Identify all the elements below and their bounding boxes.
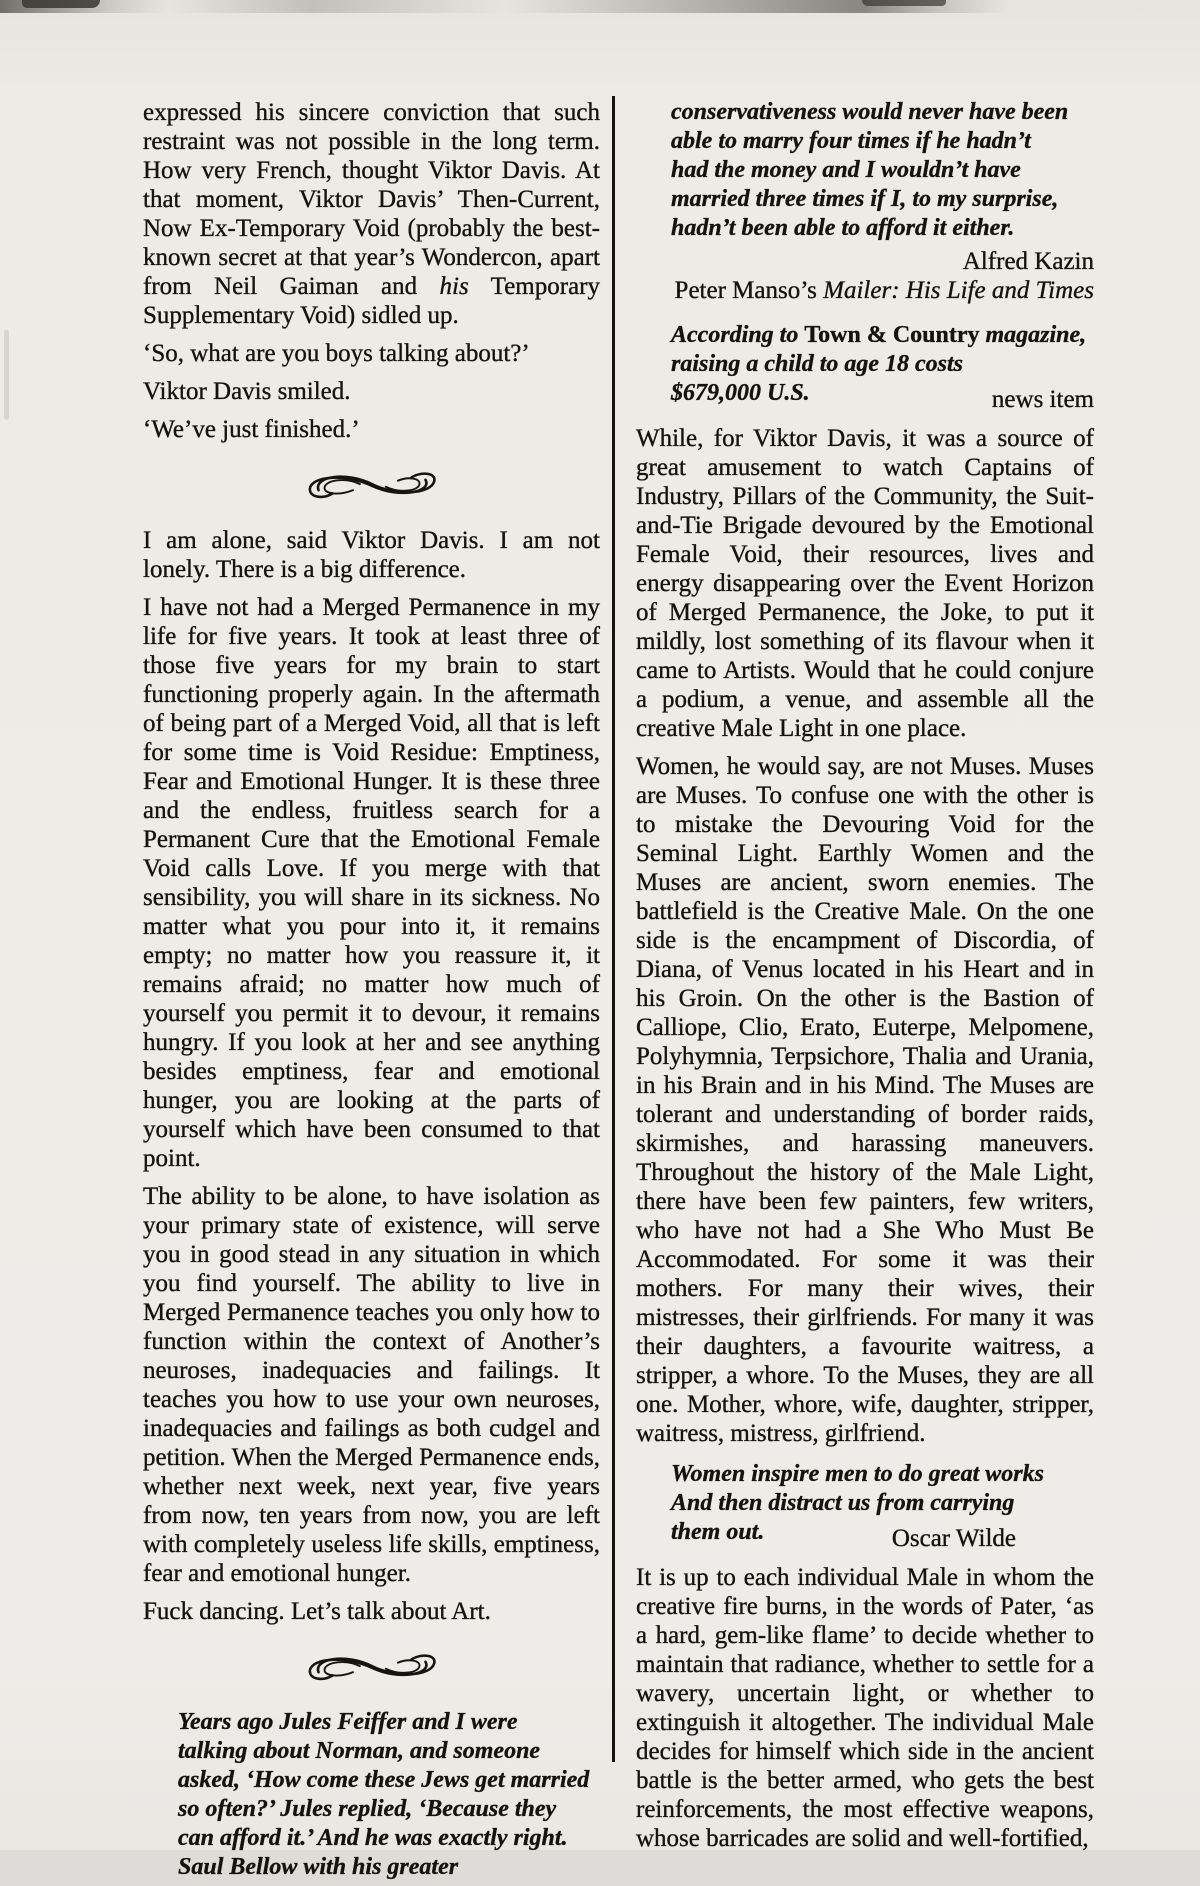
column-divider bbox=[612, 96, 615, 1762]
scan-artifact bbox=[4, 330, 9, 420]
paragraph: The ability to be alone, to have isolation as your primary state of existence, will serve you in good stead in any situation in which you find yourself. The ability to live in Merged Permanence teaches you only how to function within the context of Another’s neuroses, inadequacies and failings. It teaches you how to use your own neuroses, inadequacies and failings as both cudgel and petition. When the Merged Permanence ends, whether next week, next year, five years from now, ten years from now, you are left with completely useless life skills, emptiness, fear and emotional hunger. bbox=[143, 1183, 600, 1587]
dialogue-line: ‘So, what are you boys talking about?’ bbox=[143, 340, 530, 367]
quote-line bbox=[671, 321, 1094, 350]
scan-artifact bbox=[22, 0, 100, 8]
paragraph: I have not had a Merged Permanence in my life for five years. It took at least three of those five years for my brain to start functioning properly again. In the aftermath of being part of a Merged Void, all that is left for some time is Void Residue: Emptiness, Fear and Emotional Hunger. It is these three and the endless, fruitless search for a Permanent Cure that the Emotional Female Void calls Love. If you merge with that sensibility, you will share in its sickness. No matter what you pour into it, it remains empty; no matter how you reassure it, it remains afraid; no matter how much of yourself you permit it to devour, it remains hungry. If you look at her and see anything besides emptiness, fear and emotional hunger, you are looking at the parts of yourself which have been consumed to that point. bbox=[143, 594, 600, 1172]
quote-line: And then distract us from carrying bbox=[671, 1490, 1015, 1516]
source-prefix: Peter Manso’s bbox=[674, 277, 824, 304]
paragraph-text: expressed his sincere conviction that such restraint was not possible in the long term. How very French, thought Viktor Davis. At that moment, Viktor Davis’ Then-Current, Now Ex-Temporary Void (probably the best-known secret at that year’s Wondercon, apart from Neil Gaiman and bbox=[143, 99, 600, 300]
quote-line: asked, ‘How come these Jews get married bbox=[178, 1767, 590, 1793]
quote-line: so often?’ Jules replied, ‘Because they bbox=[178, 1796, 557, 1822]
dialogue-line: ‘We’ve just finished.’ bbox=[143, 416, 360, 443]
quote-line: Women inspire men to do great works bbox=[671, 1461, 1044, 1487]
paragraph: While, for Viktor Davis, it was a source of great amusement to watch Captains of Industry, Pillars of the Community, the Suit-and-Tie Brigade devoured by the Emotional Female Void, their resources, lives and energy disappearing over the Event Horizon of Merged Permanence, the Joke, to put it mildly, lost something of its flavour when it came to Artists. Would that he could conjure a podium, a venue, and assemble all the creative Male Light in one place. bbox=[636, 425, 1094, 742]
ornament-icon bbox=[143, 1644, 600, 1694]
paragraph: Women, he would say, are not Muses. Muses are Muses. To confuse one with the other is to mistake the Devouring Void for the Seminal Light. Earthly Women and the Muses are ancient, sworn enemies. The battlefield is the Creative Male. On the one side is the encampment of Discordia, of Diana, of Venus located in his Heart and in his Groin. On the other is the Bastion of Calliope, Clio, Erato, Euterpe, Melpomene, Polyhymnia, Terpsichore, Thalia and Urania, in his Brain and in his Mind. The Muses are tolerant and understanding of border raids, skirmishes, and harassing maneuvers. Throughout the history of the Male Light, there have been few painters, few writers, who have not had a She Who Must Be Accommodated. For some it was their mothers. For many their wives, their mistresses, their girlfriends. For many it was their daughters, a favourite waitress, a stripper, a whore. To the Muses, they are all one. Mother, whore, wife, daughter, stripper, waitress, mistress, girlfriend. bbox=[636, 753, 1094, 1447]
quote-line: married three times if I, to my surprise, bbox=[671, 186, 1059, 212]
quote-line: able to marry four times if he hadn’t bbox=[671, 128, 1031, 154]
attribution: Oscar Wilde bbox=[891, 1525, 1016, 1552]
blockquote bbox=[178, 1708, 600, 1882]
quote-line: them out. bbox=[671, 1519, 765, 1545]
quote-line: talking about Norman, and someone bbox=[178, 1738, 541, 1764]
paragraph-text: Temporary Supplementary Void) sidled up. bbox=[143, 273, 600, 329]
quote-line: had the money and I wouldn’t have bbox=[671, 157, 1021, 183]
quote-line: $679,000 U.S. bbox=[671, 380, 810, 406]
source-title: Mailer: His Life and Times bbox=[823, 277, 1094, 304]
attribution: news item bbox=[991, 386, 1094, 413]
left-column bbox=[143, 98, 600, 1886]
quote-line: raising a child to age 18 costs bbox=[671, 351, 964, 377]
paragraph bbox=[143, 98, 600, 330]
scan-noise-strip bbox=[0, 0, 1200, 13]
scan-artifact bbox=[862, 0, 946, 6]
paragraph: Fuck dancing. Let’s talk about Art. bbox=[143, 1598, 491, 1625]
dialogue-line: Viktor Davis smiled. bbox=[143, 378, 351, 405]
paragraph: It is up to each individual Male in whom the creative fire burns, in the words of Pater, ‘as a hard, gem-like flame’ to decide whether to maintain that radiance, whether to settle for a wavery, uncertain light, or whether to extinguish it altogether. The individual Male decides for himself which side in the ancient battle is the better armed, who gets the best reinforcements, the most effective weapons, whose barricades are solid and well-fortified, bbox=[636, 1564, 1094, 1852]
quote-segment: magazine, bbox=[985, 322, 1087, 348]
quote-segment-roman: Town & Country bbox=[804, 322, 986, 348]
attribution-source bbox=[636, 276, 1094, 305]
quote-segment: According to bbox=[671, 322, 805, 348]
quote-line: conservativeness would never have been bbox=[671, 99, 1069, 125]
quote-line: Saul Bellow with his greater bbox=[178, 1854, 459, 1880]
emphasis-text: his bbox=[439, 273, 469, 300]
right-column bbox=[636, 98, 1094, 1862]
ornament-icon bbox=[143, 462, 600, 512]
quote-line: can afford it.’ And he was exactly right. bbox=[178, 1825, 568, 1851]
quote-line: Years ago Jules Feiffer and I were bbox=[178, 1709, 518, 1735]
paragraph: I am alone, said Viktor Davis. I am not lonely. There is a big difference. bbox=[143, 527, 600, 583]
quote-line: hadn’t been able to afford it either. bbox=[671, 215, 1015, 241]
attribution: Alfred Kazin bbox=[962, 248, 1094, 275]
blockquote bbox=[671, 98, 1094, 243]
